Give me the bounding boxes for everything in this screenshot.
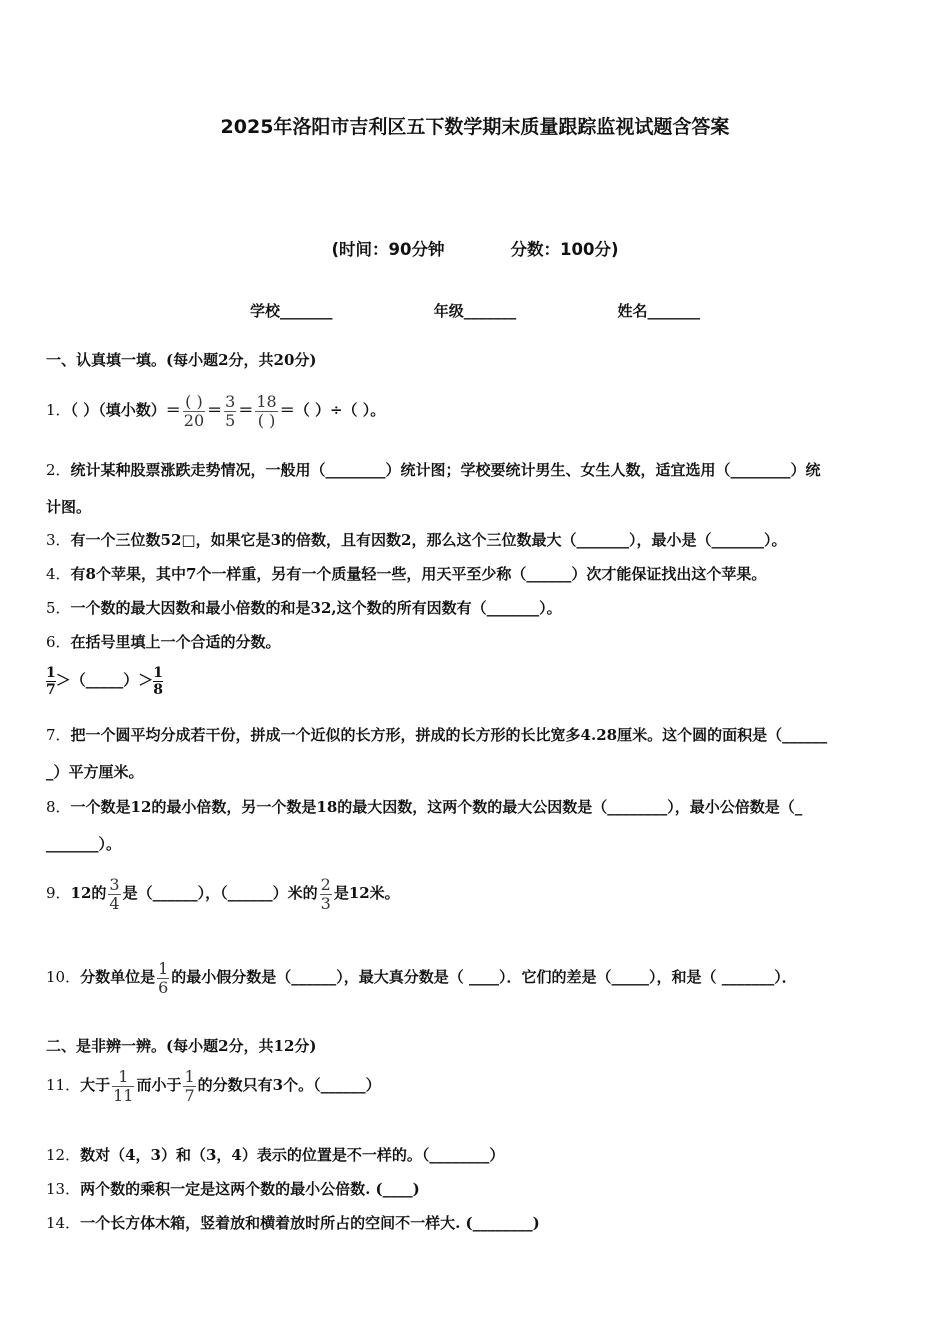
question-14: 14．一个长方体木箱，竖着放和横着放时所占的空间不一样大. (________) [46,1214,540,1232]
question-2-cont: 计图。 [46,498,92,516]
fraction: $\frac{1}{6}$ [158,958,169,997]
grade-field: 年级_______ [433,302,517,320]
name-field: 姓名_______ [617,302,700,320]
question-8: 8．一个数是12的最小倍数，另一个数是18的最大因数，这两个数的最大公因数是（________），最小公倍数是（_ [46,798,803,816]
question-6: 6．在括号里填上一个合适的分数。 [46,633,281,651]
question-2: 2．统计某种股票涨跌走势情况，一般用（________）统计图；学校要统计男生、女生人数，适宜选用（________）统 [46,461,821,479]
question-1: 1．（ ）（填小数）＝ $\frac{( )}{20}$ ＝ $\frac{3}{5}$ ＝ $\frac{18}{( )}$ ＝（ ）÷（ ）。 [46,391,386,430]
question-12: 12．数对（4，3）和（3，4）表示的位置是不一样的。（________） [46,1146,505,1164]
question-7-cont: _）平方厘米。 [46,763,144,781]
question-5: 5．一个数的最大因数和最小倍数的和是32,这个数的所有因数有（_______）。 [46,599,562,617]
question-6-expression: $\frac{1}{7}$ ＞（_____）＞ $\frac{1}{8}$ [46,664,164,698]
page-title: 2025年洛阳市吉利区五下数学期末质量跟踪监视试题含答案 [220,116,730,138]
fraction: $\frac{1}{8}$ [153,664,164,698]
fraction: $\frac{1}{7}$ [184,1066,195,1105]
fraction: $\frac{( )}{20}$ [183,391,205,430]
question-9: 9．12的 $\frac{3}{4}$ 是（______），（______）米的 $\frac{2}{3}$ 是12米。 [46,874,400,913]
question-10: 10．分数单位是 $\frac{1}{6}$ 的最小假分数是（______），最大真分数是（ ____）．它们的差是（_____），和是（ _______）． [46,958,797,997]
time-label: (时间：90分钟 [331,240,445,259]
question-11: 11．大于 $\frac{1}{11}$ 而小于 $\frac{1}{7}$ 的分数只有3个。（______） [46,1066,381,1105]
fraction: $\frac{3}{4}$ [109,874,120,913]
score-label: 分数：100分) [510,240,619,259]
section-1-heading: 一、认真填一填。(每小题2分，共20分) [46,351,317,369]
student-info [0,300,950,321]
question-8-cont: _______）。 [46,835,122,853]
question-3: 3．有一个三位数52□，如果它是3的倍数，且有因数2，那么这个三位数最大（_______），最小是（_______）。 [46,531,787,549]
question-13: 13．两个数的乘积一定是这两个数的最小公倍数. (____) [46,1180,420,1198]
fraction: $\frac{3}{5}$ [225,391,236,430]
fraction: $\frac{18}{( )}$ [256,391,277,430]
question-7: 7．把一个圆平均分成若干份，拼成一个近似的长方形，拼成的长方形的长比宽多4.28厘米。这个圆的面积是（______ [46,726,828,744]
fraction: $\frac{1}{11}$ [113,1066,134,1105]
school-field: 学校_______ [249,302,333,320]
section-2-heading: 二、是非辨一辨。(每小题2分，共12分) [46,1037,317,1055]
fraction: $\frac{2}{3}$ [320,874,331,913]
exam-meta [0,236,950,260]
question-4: 4．有8个苹果，其中7个一样重，另有一个质量轻一些，用天平至少称（______）次才能保证找出这个苹果。 [46,565,767,583]
fraction: $\frac{1}{7}$ [46,664,56,698]
